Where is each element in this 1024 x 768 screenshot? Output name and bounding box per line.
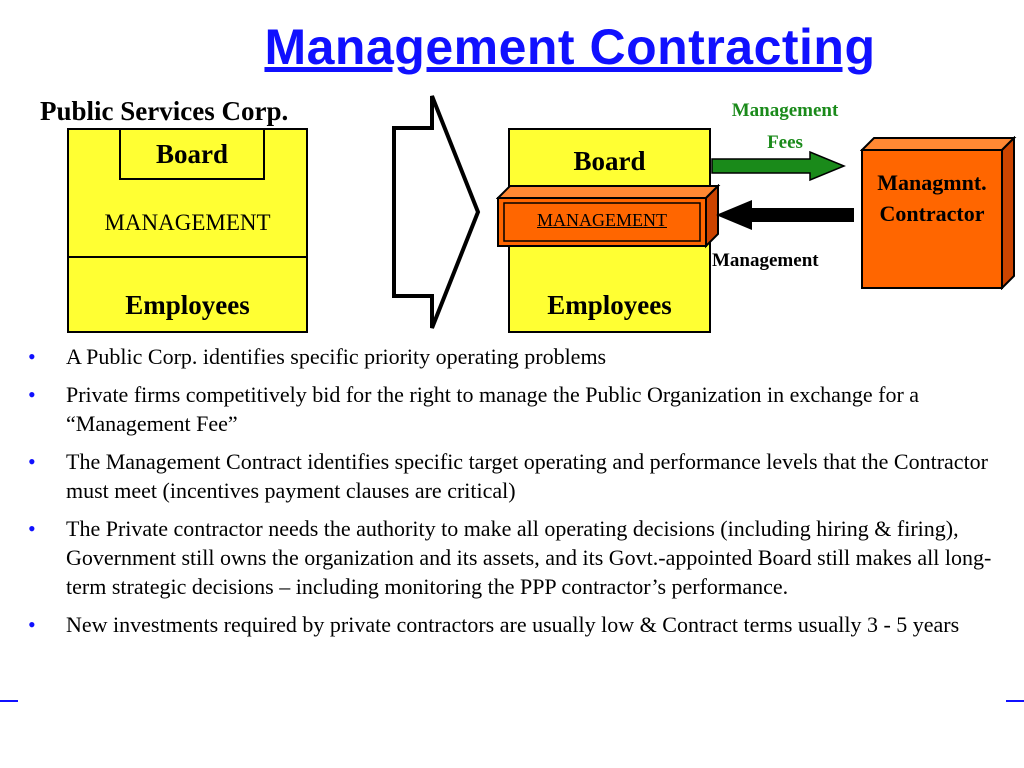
bullet-item: • Private firms competitively bid for the right to manage the Public Organization in exchange for a “Management Fee” (28, 382, 920, 436)
left-management-label: MANAGEMENT (104, 210, 271, 235)
bullet-icon: • (28, 516, 36, 541)
fees-label-line1: Management (731, 100, 839, 121)
management-flow-label: Management (712, 250, 819, 271)
left-org-box (67, 128, 308, 333)
left-org-heading: Public Services Corp. (40, 96, 289, 126)
page-title: Management Contracting (264, 19, 876, 75)
right-employees-label: Employees (547, 290, 672, 320)
left-board-box (119, 128, 265, 180)
contractor-label-line1: Managmnt. (877, 170, 987, 195)
right-board-label: Board (573, 146, 646, 176)
fees-label-line2: Fees (767, 132, 803, 153)
bullet-list (28, 342, 1003, 648)
fees-arrow-icon (710, 150, 850, 182)
bullet-icon: • (28, 449, 36, 474)
bullet-item: • The Management Contract identifies specific target operating and performance levels that the Contractor must meet (incentives payment clauses are critical) (28, 449, 989, 503)
left-org-divider (69, 256, 306, 258)
bullet-icon: • (28, 382, 36, 407)
transition-arrow-icon (390, 92, 486, 332)
right-management-label: MANAGEMENT (537, 210, 667, 230)
bullet-item: • The Private contractor needs the authority to make all operating decisions (including hiring & firing), Government still owns the organization and its assets, and its Govt.-appointed Board still makes all long-term strategic decisions – including monitoring the PPP contractor’s performance. (28, 516, 992, 599)
contractor-label-line2: Contractor (879, 201, 985, 226)
right-edge-mark (1006, 700, 1024, 702)
bullet-icon: • (28, 612, 36, 637)
left-employees-label: Employees (125, 290, 250, 320)
bullet-icon: • (28, 344, 36, 369)
left-board-label: Board (155, 139, 228, 169)
left-edge-mark (0, 700, 18, 702)
bullet-item: • A Public Corp. identifies specific priority operating problems (28, 344, 607, 369)
bullet-item: • New investments required by private contractors are usually low & Contract terms usually 3 - 5 years (28, 612, 960, 637)
management-arrow-icon (712, 198, 856, 232)
